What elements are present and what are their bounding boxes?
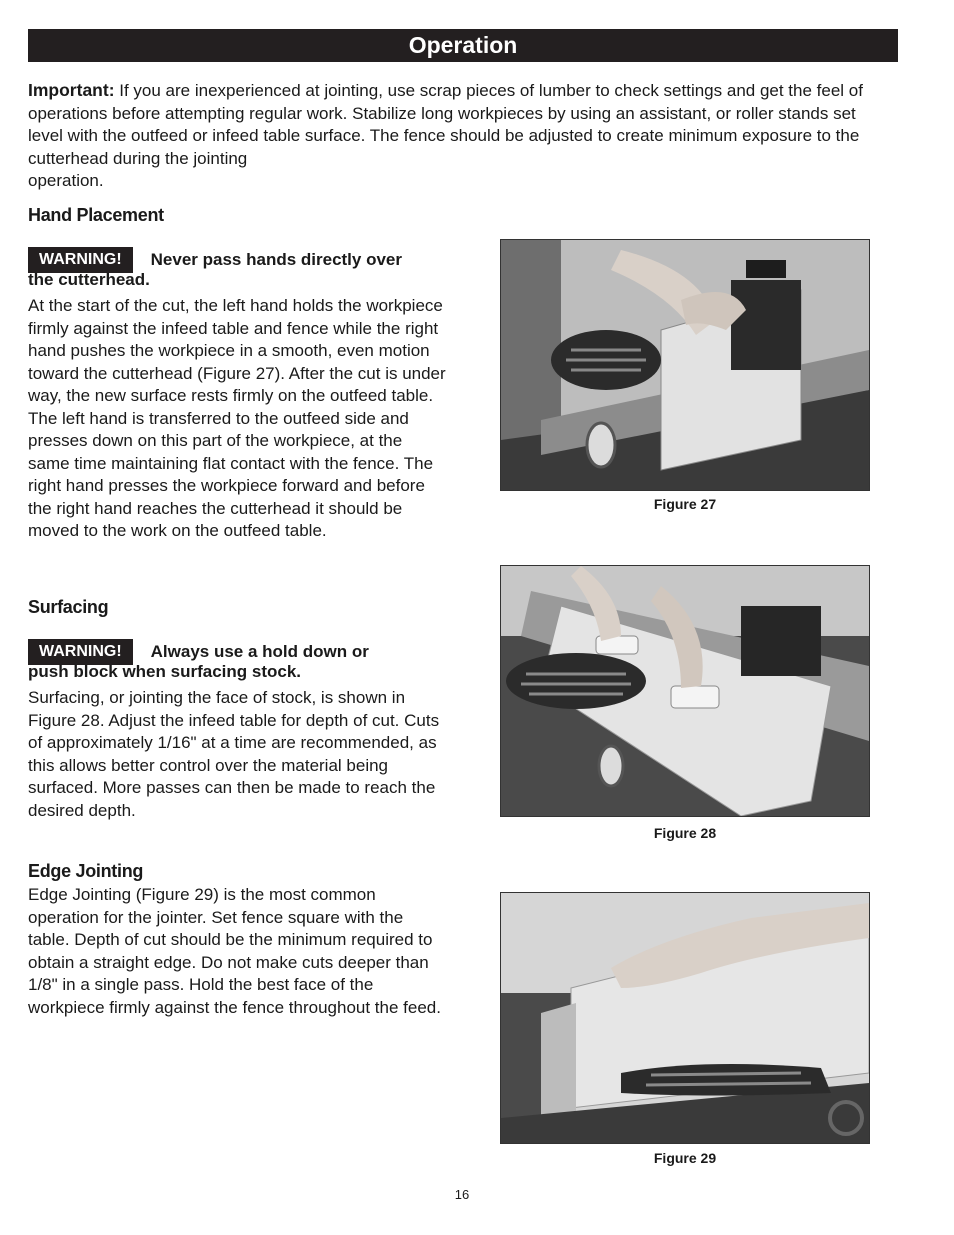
intro-tail: operation. — [28, 171, 104, 190]
jointer-edge-jointing-illustration — [501, 893, 869, 1143]
hand-placement-body: At the start of the cut, the left hand holds the workpiece firmly against the infeed table and fence while the right hand pushes the workpiece in a smooth, even motion toward the cutterhead (Figure 27). After the cut is under way, the new surface rests firmly on the outfeed table. The left hand is transferred to the outfeed side and presses down on this part of the workpiece, at the same time maintaining flat contact with the fence. The right hand presses the workpiece forward and before the right hand reaches the cutterhead it should be moved to the work on the outfeed table. — [28, 296, 446, 540]
warning-badge: WARNING! — [28, 639, 133, 665]
section-header-bar — [28, 29, 898, 62]
warning-badge: WARNING! — [28, 247, 133, 273]
important-label: Important: — [28, 80, 115, 100]
figure-28-photo — [500, 565, 870, 817]
intro-paragraph — [28, 79, 878, 193]
warning-text: Never pass hands directly over — [150, 249, 402, 269]
edge-jointing-heading: Edge Jointing — [28, 861, 144, 881]
surfacing-body: Surfacing, or jointing the face of stock, is shown in Figure 28. Adjust the infeed table for depth of cut. Cuts of approximately 1/16" at a time are recommended, as this allows better control over the material being surfaced. More passes can then be made to reach the desired depth. — [28, 688, 440, 820]
page-title: Operation — [408, 32, 518, 58]
page-number: 16 — [454, 1187, 470, 1202]
jointer-surfacing-illustration — [501, 566, 869, 816]
warning-text-continued: the cutterhead. — [28, 270, 150, 289]
figure-29-photo — [500, 892, 870, 1144]
warning-text-continued: push block when surfacing stock. — [28, 662, 301, 681]
intro-text: If you are inexperienced at jointing, use scrap pieces of lumber to check settings and get the feel of operations before attempting regular work. Stabilize long workpieces by using an assistant, or roller stands set level with the outfeed or infeed table surface. The fence should be adjusted to create minimum exposure to the cutterhead during the jointing — [28, 81, 863, 168]
surfacing-heading: Surfacing — [28, 597, 109, 617]
hand-placement-warning — [28, 247, 448, 292]
figure-27-photo — [500, 239, 870, 491]
figure-28-caption: Figure 28 — [653, 825, 717, 841]
surfacing-warning — [28, 639, 448, 684]
hand-placement-heading: Hand Placement — [28, 205, 164, 225]
edge-jointing-body: Edge Jointing (Figure 29) is the most common operation for the jointer. Set fence square with the table. Depth of cut should be the minimum required to obtain a straight edge. Do not make cuts deeper than 1/8" in a single pass. Hold the best face of the workpiece firmly against the fence throughout the feed. — [28, 885, 441, 1017]
jointer-hand-placement-illustration — [501, 240, 869, 490]
warning-text: Always use a hold down or — [150, 641, 369, 661]
figure-29-caption: Figure 29 — [653, 1150, 717, 1166]
figure-27-caption: Figure 27 — [653, 496, 717, 512]
